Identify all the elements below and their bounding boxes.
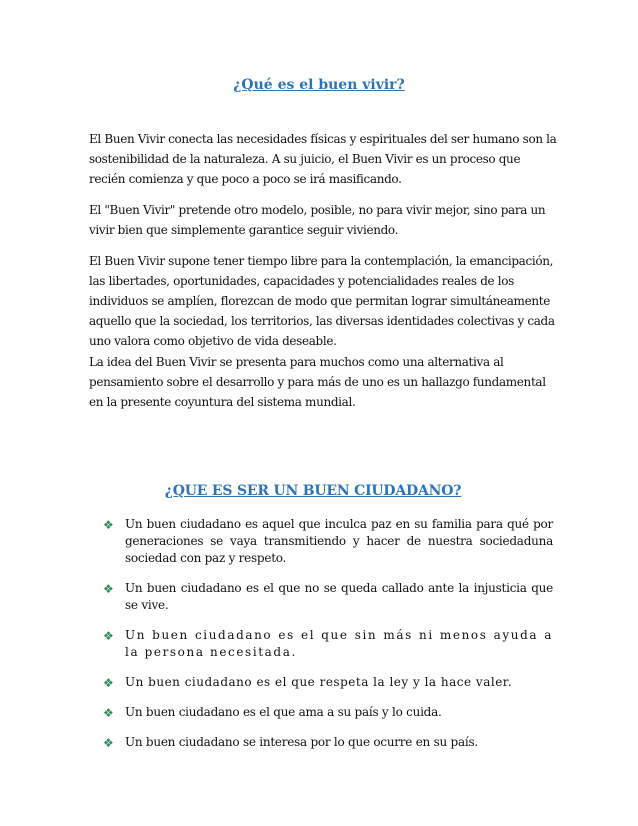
diamond-bullet-icon: ❖	[103, 676, 115, 690]
list-item	[103, 580, 553, 614]
diamond-bullet-icon: ❖	[103, 518, 114, 532]
diamond-bullet-icon: ❖	[103, 582, 114, 596]
diamond-bullet-icon: ❖	[103, 629, 116, 643]
bullet-list	[103, 516, 553, 764]
heading-buen-vivir: ¿Qué es el buen vivir?	[233, 77, 405, 93]
list-item-text: Un buen ciudadano es aquel que inculca paz en su familia para qué por generaciones se vaya transmitiendo y hacer de nuestra sociedaduna sociedad con paz y respeto.	[125, 517, 553, 565]
list-item	[103, 734, 553, 751]
list-item	[103, 516, 553, 567]
list-item	[103, 674, 553, 691]
paragraph-2: El "Buen Vivir" pretende otro modelo, posible, no para vivir mejor, sino para un vivir bien que simplemente garantice seguir viviendo.	[89, 203, 546, 237]
diamond-bullet-icon: ❖	[103, 706, 114, 720]
diamond-bullet-icon: ❖	[103, 736, 114, 750]
list-item	[103, 627, 553, 661]
list-item-text: Un buen ciudadano se interesa por lo que ocurre en su país.	[125, 735, 478, 749]
list-item-text: Un buen ciudadano es el que ama a su país y lo cuida.	[125, 705, 442, 719]
list-item	[103, 704, 553, 721]
paragraph-4: La idea del Buen Vivir se presenta para muchos como una alternativa al pensamiento sobre el desarrollo y para más de uno es un hallazgo fundamental en la presente coyuntura del sistema mundial.	[89, 355, 546, 409]
list-item-text: Un buen ciudadano es el que respeta la ley y la hace valer.	[125, 675, 513, 689]
heading-buen-ciudadano: ¿QUE ES SER UN BUEN CIUDADANO?	[164, 483, 462, 499]
list-item-text: Un buen ciudadano es el que sin más ni menos ayuda a la persona necesitada.	[125, 628, 553, 659]
paragraph-1: El Buen Vivir conecta las necesidades físicas y espirituales del ser humano son la sostenibilidad de la naturaleza. A su juicio, el Buen Vivir es un proceso que recién comienza y que poco a poco se irá masificando.	[89, 132, 557, 186]
list-item-text: Un buen ciudadano es el que no se queda callado ante la injusticia que se vive.	[125, 581, 553, 612]
paragraph-3: El Buen Vivir supone tener tiempo libre para la contemplación, la emancipación, las libertades, oportunidades, capacidades y potencialidades reales de los individuos se amplíen, florezcan de modo que permitan lograr simultáneamente aquello que la sociedad, los territorios, las diversas identidades colectivas y cada uno valora como objetivo de vida deseable.	[89, 254, 555, 348]
